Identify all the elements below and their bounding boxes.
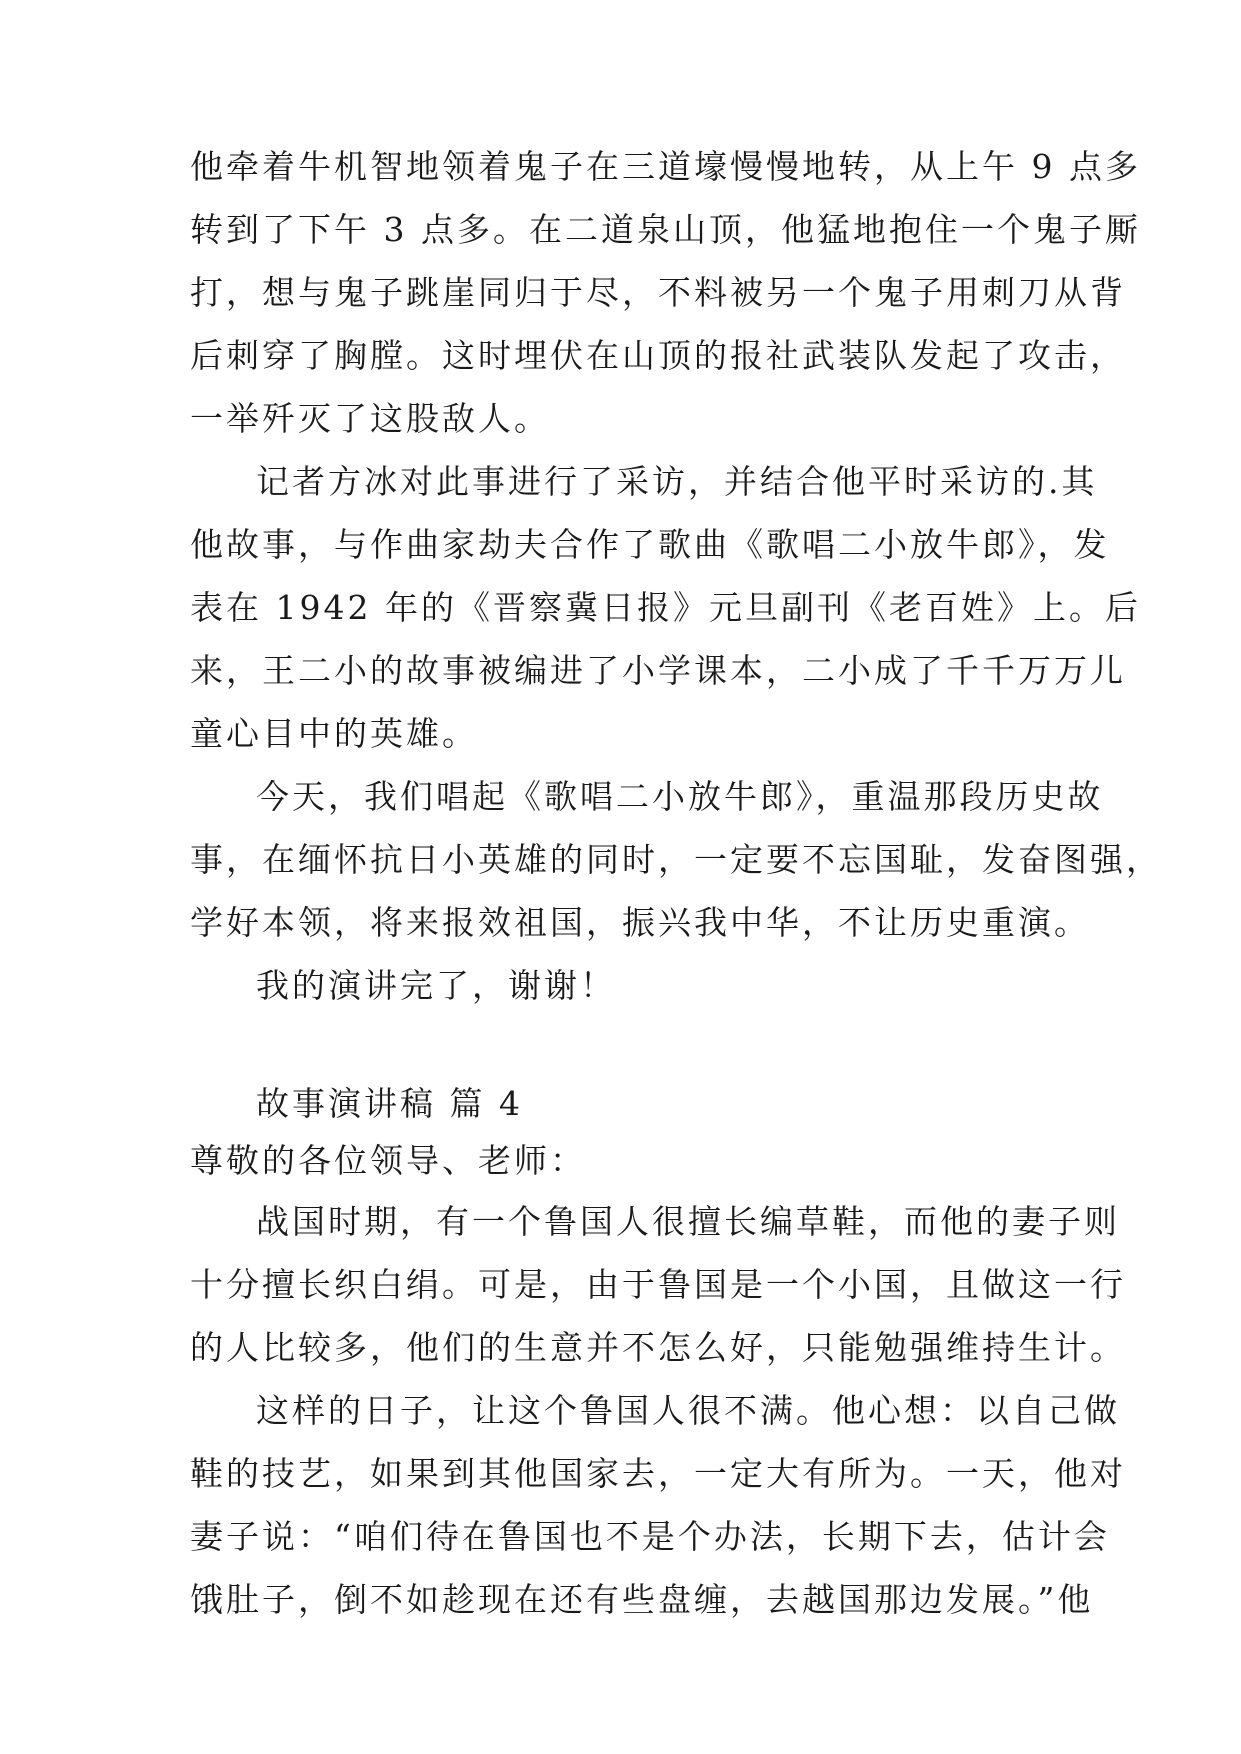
- paragraph-line: 记者方冰对此事进行了采访，并结合他平时采访的.其: [256, 462, 1098, 501]
- paragraph-line: 今天，我们唱起《歌唱二小放牛郎》，重温那段历史故: [256, 777, 1104, 816]
- paragraph-line: 打，想与鬼子跳崖同归于尽，不料被另一个鬼子用刺刀从背: [190, 273, 1126, 312]
- paragraph-line: 鞋的技艺，如果到其他国家去，一定大有所为。一天，他对: [190, 1454, 1126, 1493]
- paragraph-line: 的人比较多，他们的生意并不怎么好，只能勉强维持生计。: [190, 1328, 1126, 1367]
- paragraph-line: 他牵着牛机智地领着鬼子在三道壕慢慢地转，从上午 9 点多: [190, 147, 1141, 186]
- paragraph-line: 转到了下午 3 点多。在二道泉山顶，他猛地抱住一个鬼子厮: [190, 210, 1141, 249]
- paragraph-line: 饿肚子，倒不如趁现在还有些盘缠，去越国那边发展。”他: [190, 1580, 1094, 1619]
- paragraph-line: 这样的日子，让这个鲁国人很不满。他心想：以自己做: [256, 1391, 1120, 1430]
- paragraph-line: 来，王二小的故事被编进了小学课本，二小成了千千万万儿: [190, 651, 1126, 690]
- paragraph-line: 表在 1942 年的《晋察冀日报》元旦副刊《老百姓》上。后: [190, 588, 1141, 627]
- paragraph-line: 他故事，与作曲家劫夫合作了歌曲《歌唱二小放牛郎》，发: [190, 525, 1110, 564]
- paragraph-line: 事，在缅怀抗日小英雄的同时，一定要不忘国耻，发奋图强，: [190, 840, 1162, 879]
- paragraph-line: 童心目中的英雄。: [190, 714, 478, 753]
- paragraph-line: 后刺穿了胸膛。这时埋伏在山顶的报社武装队发起了攻击，: [190, 336, 1126, 375]
- salutation: 尊敬的各位领导、老师：: [190, 1141, 586, 1180]
- paragraph-line: 一举歼灭了这股敌人。: [190, 399, 550, 438]
- section-title: 故事演讲稿 篇 4: [256, 1084, 523, 1123]
- paragraph-line: 十分擅长织白绢。可是，由于鲁国是一个小国，且做这一行: [190, 1265, 1126, 1304]
- paragraph-line: 战国时期，有一个鲁国人很擅长编草鞋，而他的妻子则: [256, 1202, 1120, 1241]
- closing-line: 我的演讲完了，谢谢！: [256, 966, 616, 1005]
- paragraph-line: 妻子说：“咱们待在鲁国也不是个办法，长期下去，估计会: [190, 1517, 1110, 1556]
- paragraph-line: 学好本领，将来报效祖国，振兴我中华，不让历史重演。: [190, 903, 1090, 942]
